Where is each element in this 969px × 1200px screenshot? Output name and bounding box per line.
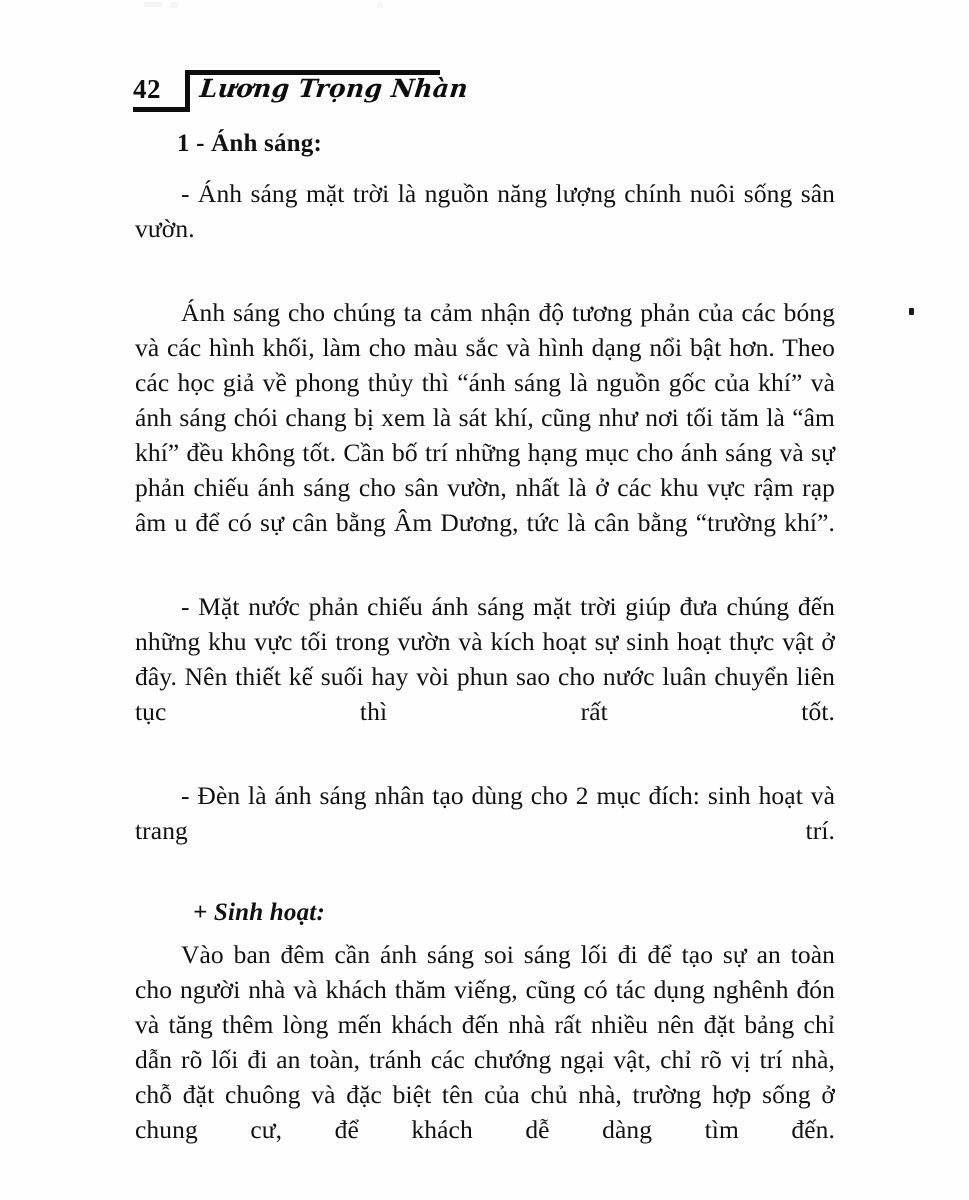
paragraph: Ánh sáng cho chúng ta cảm nhận độ tương phản của các bóng và các hình khối, làm cho màu sắc và hình dạng nổi bật hơn. Theo các học giả về phong thủy thì “ánh sáng là nguồn gốc của khí” và ánh sáng chói chang bị xem là sát khí, cũng như nơi tối tăm là “âm khí” đều không tốt. Cần bố trí những hạng mục cho ánh sáng và sự phản chiếu ánh sáng cho sân vườn, nhất là ở các khu vực rậm rạp âm u để có sự cân bằng Âm Dương, tức là cân bằng “trường khí”.: [135, 298, 835, 537]
subsection-heading-sinh-hoat: + Sinh hoạt:: [193, 899, 325, 926]
page-number: 42: [133, 74, 161, 104]
paragraph: - Mặt nước phản chiếu ánh sáng mặt trời giúp đưa chúng đến những khu vực tối trong vườn và kích hoạt sự sinh hoạt thực vật ở đây. Nên thiết kế suối hay vòi phun sao cho nước luân chuyển liên tục thì rất tốt.: [135, 592, 835, 726]
scan-speck: [377, 2, 383, 8]
scan-speck: [170, 2, 177, 8]
paragraph: Vào ban đêm cần ánh sáng soi sáng lối đi để tạo sự an toàn cho người nhà và khách thăm viếng, cũng có tác dụng nghênh đón và tăng thêm lòng mến khách đến nhà rất nhiều nên đặt bảng chỉ dẫn rõ lối đi an toàn, tránh các chướng ngại vật, chỉ rõ vị trí nhà, chỗ đặt chuông và đặc biệt tên của chủ nhà, trường hợp sống ở chung cư, để khách dễ dàng tìm đến.: [135, 940, 835, 1144]
paragraph: - Ánh sáng mặt trời là nguồn năng lượng chính nuôi sống sân vườn.: [135, 179, 835, 243]
folio-underline: [133, 107, 188, 112]
scan-speck: [144, 2, 162, 7]
scan-speck: [909, 308, 914, 315]
header-vertical-rule: [185, 70, 190, 112]
paragraph: - Đèn là ánh sáng nhân tạo dùng cho 2 mục đích: sinh hoạt và trang trí.: [135, 781, 835, 845]
body-text-column: [135, 128, 835, 1182]
author-name: Lương Trọng Nhàn: [198, 74, 470, 103]
section-heading-anh-sang: 1 - Ánh sáng:: [177, 130, 322, 157]
running-head: [133, 64, 833, 122]
